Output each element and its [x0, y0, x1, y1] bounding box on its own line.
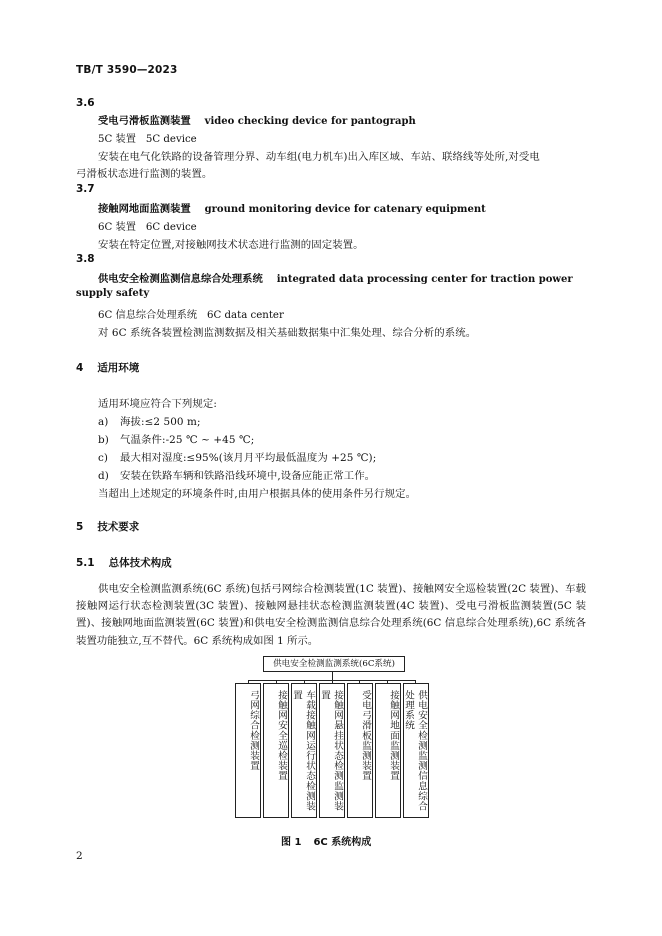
item-mark: b) [98, 434, 109, 446]
term-cn: 供电安全检测监测信息综合处理系统 [98, 273, 263, 285]
section-5-heading [76, 519, 139, 534]
figure-number: 图 1 [281, 837, 302, 848]
item-mark: a) [98, 416, 109, 428]
figure-child-2c: 接触网安全巡检装置 [263, 683, 289, 818]
abbr-cn: 6C 装置 [98, 222, 136, 233]
figure-root-label: 供电安全检测监测系统(6C系统) [273, 659, 395, 669]
section-number: 5 [76, 521, 84, 533]
figure-child-6c: 接触网地面监测装置 [375, 683, 401, 818]
clause-3-6-number: 3.6 [76, 97, 95, 109]
clause-3-8-term [98, 270, 573, 285]
section-title: 技术要求 [97, 521, 140, 533]
term-cn: 接触网地面监测装置 [98, 203, 191, 215]
page-number: 2 [76, 850, 83, 862]
env-item-d [98, 467, 375, 482]
abbr-cn: 6C 信息综合处理系统 [98, 310, 198, 321]
term-en: integrated data processing center for traction power [276, 274, 573, 285]
clause-3-7-def: 安装在特定位置,对接触网技术状态进行监测的固定装置。 [98, 239, 364, 251]
figure-child-4c: 接触网悬挂状态检测监测装置 [319, 683, 345, 818]
item-text: 气温条件:-25 ℃ ~ +45 ℃; [120, 434, 255, 446]
term-cn: 受电弓滑板监测装置 [98, 115, 191, 127]
clause-3-6-abbr [98, 130, 197, 145]
clause-number: 5.1 [76, 557, 95, 569]
term-en: ground monitoring device for catenary equipment [204, 204, 486, 215]
env-item-b [98, 431, 254, 446]
clause-title: 总体技术构成 [108, 557, 172, 569]
term-en: video checking device for pantograph [204, 116, 416, 127]
clause-5-1-heading [76, 555, 172, 570]
clause-3-8-term-en-cont: supply safety [76, 288, 150, 299]
clause-3-8-def: 对 6C 系统各装置检测监测数据及相关基础数据集中汇集处理、综合分析的系统。 [98, 327, 477, 339]
section-4-intro: 适用环境应符合下列规定: [98, 398, 217, 410]
figure-child-3c: 车载接触网运行状态检测装置 [291, 683, 317, 818]
section-number: 4 [76, 362, 84, 374]
clause-3-8-number: 3.8 [76, 253, 95, 265]
abbr-cn: 5C 装置 [98, 134, 136, 145]
standard-header: TB/T 3590—2023 [76, 64, 178, 76]
abbr-en: 6C data center [207, 310, 284, 321]
clause-3-6-term [98, 112, 416, 127]
item-text: 安装在铁路车辆和铁路沿线环境中,设备应能正常工作。 [120, 470, 376, 482]
item-text: 海拔:≤2 500 m; [120, 416, 201, 428]
section-4-outro: 当超出上述规定的环境条件时,由用户根据具体的使用条件另行规定。 [98, 488, 417, 500]
abbr-en: 6C device [145, 222, 197, 233]
env-item-a [98, 413, 201, 428]
item-mark: c) [98, 452, 109, 464]
clause-3-7-term [98, 200, 486, 215]
section-title: 适用环境 [97, 362, 140, 374]
figure-title: 6C 系统构成 [313, 837, 372, 848]
section-4-heading [76, 360, 139, 375]
connector-trunk [332, 671, 333, 680]
clause-3-6-def-line1: 安装在电气化铁路的设备管理分界、动车组(电力机车)出入库区域、车站、联络线等处所,对受电 [98, 151, 540, 163]
item-mark: d) [98, 470, 109, 482]
env-item-c [98, 449, 376, 464]
abbr-en: 5C device [145, 134, 197, 145]
clause-3-8-abbr [98, 306, 284, 321]
figure-root-box [263, 656, 405, 672]
figure-child-data-center: 供电安全检测监测信息综合处理系统 [403, 683, 429, 818]
item-text: 最大相对湿度:≤95%(该月月平均最低温度为 +25 ℃); [120, 452, 377, 464]
clause-3-7-abbr [98, 218, 197, 233]
figure-caption [281, 833, 371, 848]
figure-child-1c: 弓网综合检测装置 [235, 683, 261, 818]
clause-3-6-def-line2: 弓滑板状态进行监测的装置。 [76, 168, 213, 180]
clause-3-7-number: 3.7 [76, 183, 95, 195]
clause-5-1-paragraph: 供电安全检测监测系统(6C 系统)包括弓网综合检测装置(1C 装置)、接触网安全巡检装置(2C 装置)、车载接触网运行状态检测装置(3C 装置)、接触网悬挂状态检测监测装置(4C 装置)、受电弓滑板监测装置(5C 装置)、接触网地面监测装置(6C 装置)和供电安全检测监测信息综合处理系统(6C 信息综合处理系统),6C 系统各装置功能独立,互不替代。6C 系统构成如图 1 所示。 [76, 583, 586, 647]
figure-child-5c: 受电弓滑板监测装置 [347, 683, 373, 818]
